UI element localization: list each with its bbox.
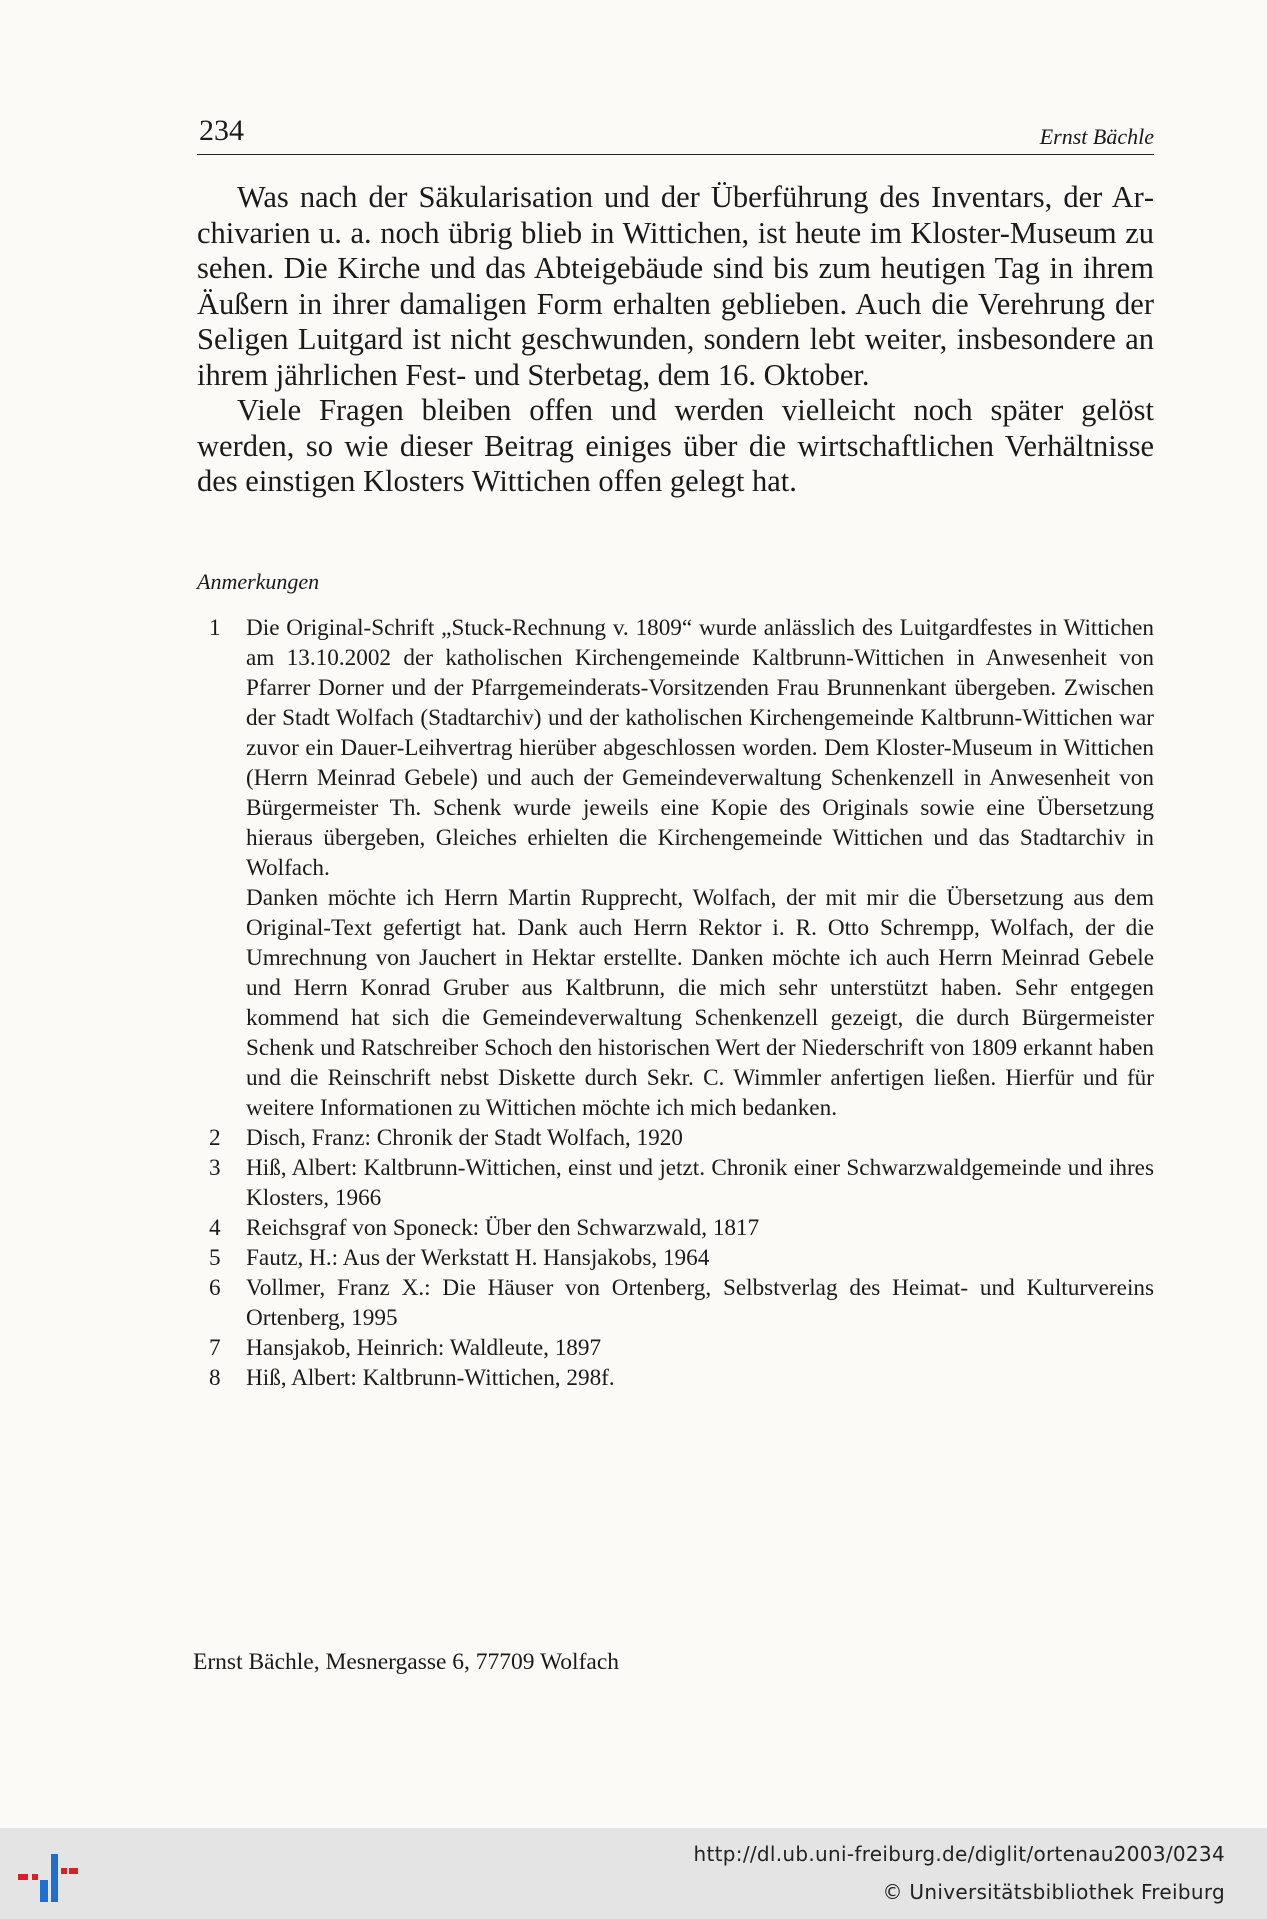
note-number: 3 (209, 1155, 221, 1181)
note-number: 7 (209, 1335, 221, 1361)
note-item (197, 1333, 1154, 1363)
notes-list (197, 613, 1154, 1393)
copyright-notice: © Universitätsbibliothek Freiburg (882, 1880, 1225, 1904)
note-text: Die Original-Schrift „Stuck-Rechnung v. 1809“ wurde anlässlich des Luitgardfestes in Wittichen am 13.10.2002 der katholischen Kirchengemeinde Kaltbrunn-Wittichen in Anwesenheit von Pfarrer Dorner und der Pfarrgemeinderats-Vorsitzenden Frau Brunnenkant übergeben. Zwischen der Stadt Wolfach (Stadtarchiv) und der katholischen Kirchengemeinde Kaltbrunn-Wittichen war zuvor ein Dauer-Leihvertrag hierüber abgeschlossen worden. Dem Kloster-Museum in Wittichen (Herrn Meinrad Gebele) und auch der Gemeindeverwaltung Schenkenzell in Anwesenheit von Bürgermeister Th. Schenk wurde jeweils eine Kopie des Originals sowie eine Übersetzung hieraus übergeben, Gleiches erhielten die Kirchengemeinde Wittichen und das Stadtarchiv in Wolfach. (246, 615, 1154, 881)
note-text: Danken möchte ich Herrn Martin Rupprecht, Wolfach, der mit mir die Übersetzung aus dem Original-Text gefertigt hat. Dank auch Herrn Rektor i. R. Otto Schrempp, Wolfach, der die Umrechnung von Jauchert in Hektar erstellte. Danken möchte ich auch Herrn Meinrad Gebele und Herrn Konrad Gruber aus Kaltbrunn, die mich sehr unterstützt haben. Sehr entgegen kommend hat sich die Gemeindeverwaltung Schenkenzell gezeigt, die durch Bürgermeister Schenk und Ratschreiber Schoch den historischen Wert der Niederschrift von 1809 erkannt haben und die Reinschrift nebst Diskette durch Sekr. C. Wimmler anfertigen ließen. Hierfür und für weitere Informationen zu Wittichen möchte ich mich bedanken. (246, 885, 1154, 1121)
note-text: Reichsgraf von Sponeck: Über den Schwarzwald, 1817 (246, 1215, 760, 1241)
note-number: 6 (209, 1275, 221, 1301)
note-item (197, 1153, 1154, 1213)
note-text: Hiß, Albert: Kaltbrunn-Wittichen, einst und jetzt. Chronik einer Schwarzwaldgemeinde und ihres Klosters, 1966 (246, 1155, 1154, 1211)
page-header (197, 108, 1154, 155)
note-item (197, 1273, 1154, 1333)
note-text: Hansjakob, Heinrich: Waldleute, 1897 (246, 1335, 602, 1361)
notes-heading: Anmerkungen (197, 569, 320, 594)
note-item (197, 1123, 1154, 1153)
page-number: 234 (199, 114, 244, 147)
note-item (197, 1243, 1154, 1273)
note-text: Vollmer, Franz X.: Die Häuser von Ortenberg, Selbstverlag des Heimat- und Kulturvereins Ortenberg, 1995 (246, 1275, 1154, 1331)
body-paragraph: Was nach der Säkularisation und der Überführung des Inventars, der Archivarien u. a. noch übrig blieb in Wittichen, ist heute im Kloster-Museum zu sehen. Die Kirche und das Abteigebäude sind bis zum heutigen Tag in ihrem Äußern in ihrer damaligen Form erhalten geblieben. Auch die Verehrung der Seligen Luitgard ist nicht geschwunden, sondern lebt weiter, insbesondere an ihrem jährlichen Fest- und Sterbetag, dem 16. Oktober. (197, 180, 1154, 392)
note-number: 8 (209, 1365, 221, 1391)
note-number: 1 (209, 615, 221, 641)
ub-freiburg-logo-icon[interactable] (18, 1852, 78, 1904)
note-item (197, 1363, 1154, 1393)
note-text: Disch, Franz: Chronik der Stadt Wolfach, 1920 (246, 1125, 683, 1151)
note-text: Hiß, Albert: Kaltbrunn-Wittichen, 298f. (246, 1365, 615, 1391)
viewer-footer (0, 1828, 1267, 1919)
note-number: 4 (209, 1215, 221, 1241)
author-address: Ernst Bächle, Mesnergasse 6, 77709 Wolfach (193, 1649, 620, 1675)
note-number: 5 (209, 1245, 221, 1271)
note-text: Fautz, H.: Aus der Werkstatt H. Hansjakobs, 1964 (246, 1245, 710, 1271)
permalink-url[interactable]: http://dl.ub.uni-freiburg.de/diglit/ortenau2003/0234 (693, 1842, 1225, 1866)
note-item (197, 1213, 1154, 1243)
note-number: 2 (209, 1125, 221, 1151)
body-text (197, 180, 1154, 500)
running-head: Ernst Bächle (1039, 124, 1154, 149)
body-paragraph: Viele Fragen bleiben offen und werden vielleicht noch später gelöst werden, so wie dieser Beitrag einiges über die wirtschaftlichen Verhältnisse des einstigen Klosters Wittichen offen gelegt hat. (197, 393, 1154, 498)
note-item (197, 613, 1154, 1123)
